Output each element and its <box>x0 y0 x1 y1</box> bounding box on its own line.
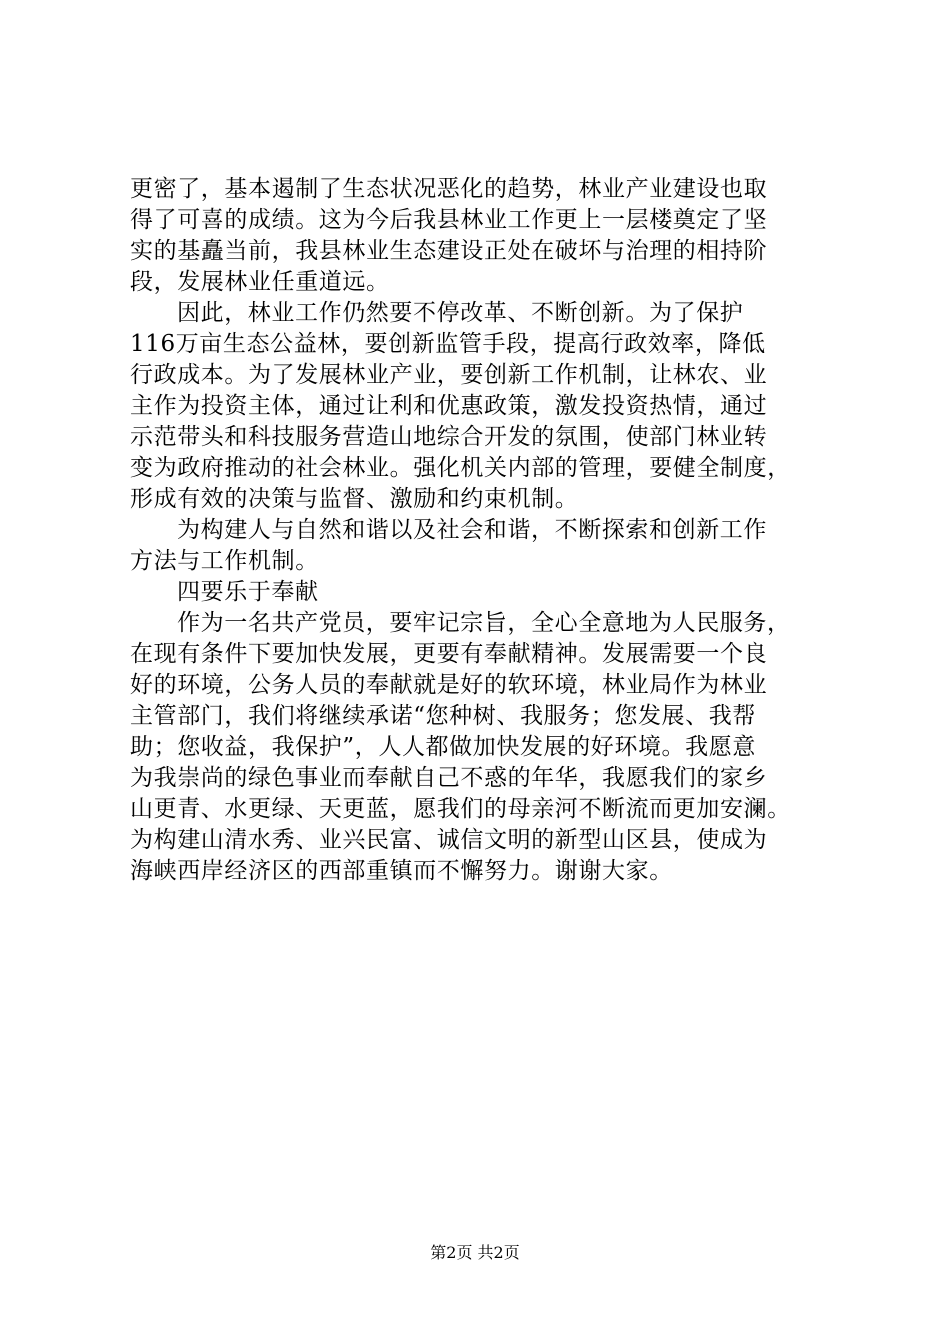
text-line: 形成有效的决策与监督、激励和约束机制。 <box>130 486 579 512</box>
text-line: 为构建山清水秀、业兴民富、诚信文明的新型山区县，使成为 <box>130 827 768 853</box>
text-line: 为我崇尚的绿色事业而奉献自己不惑的年华，我愿我们的家乡 <box>130 765 768 791</box>
text-line: 主管部门，我们将继续承诺“您种树、我服务；您发展、我帮 <box>130 703 756 729</box>
text-line: 主作为投资主体，通过让利和优惠政策，激发投资热情，通过 <box>130 393 768 419</box>
text-line: 示范带头和科技服务营造山地综合开发的氛围，使部门林业转 <box>130 424 768 450</box>
text-line: 116万亩生态公益林，要创新监管手段，提高行政效率，降低 <box>130 331 766 357</box>
text-line: 方法与工作机制。 <box>130 548 319 574</box>
text-line: 更密了，基本遏制了生态状况恶化的趋势，林业产业建设也取 <box>130 176 768 202</box>
text-line: 为构建人与自然和谐以及社会和谐，不断探索和创新工作 <box>177 517 767 543</box>
text-line: 实的基矗当前，我县林业生态建设正处在破坏与治理的相持阶 <box>130 238 768 264</box>
text-line: 段，发展林业任重道远。 <box>130 269 390 295</box>
text-line: 四要乐于奉献 <box>177 579 319 605</box>
text-line: 在现有条件下要加快发展，更要有奉献精神。发展需要一个良 <box>130 641 768 667</box>
text-line: 变为政府推动的社会林业。强化机关内部的管理，要健全制度， <box>130 455 791 481</box>
text-line: 助；您收益，我保护”，人人都做加快发展的好环境。我愿意 <box>130 734 756 760</box>
text-line: 山更青、水更绿、天更蓝，愿我们的母亲河不断流而更加安澜。 <box>130 796 791 822</box>
text-line: 行政成本。为了发展林业产业，要创新工作机制，让林农、业 <box>130 362 768 388</box>
text-line: 得了可喜的成绩。这为今后我县林业工作更上一层楼奠定了坚 <box>130 207 768 233</box>
page-footer: 第2页 共2页 <box>430 1243 520 1262</box>
text-line: 作为一名共产党员，要牢记宗旨，全心全意地为人民服务， <box>177 610 791 636</box>
document-body <box>130 174 830 887</box>
text-line: 因此，林业工作仍然要不停改革、不断创新。为了保护 <box>177 300 744 326</box>
text-line: 好的环境，公务人员的奉献就是好的软环境，林业局作为林业 <box>130 672 768 698</box>
text-line: 海峡西岸经济区的西部重镇而不懈努力。谢谢大家。 <box>130 858 673 884</box>
